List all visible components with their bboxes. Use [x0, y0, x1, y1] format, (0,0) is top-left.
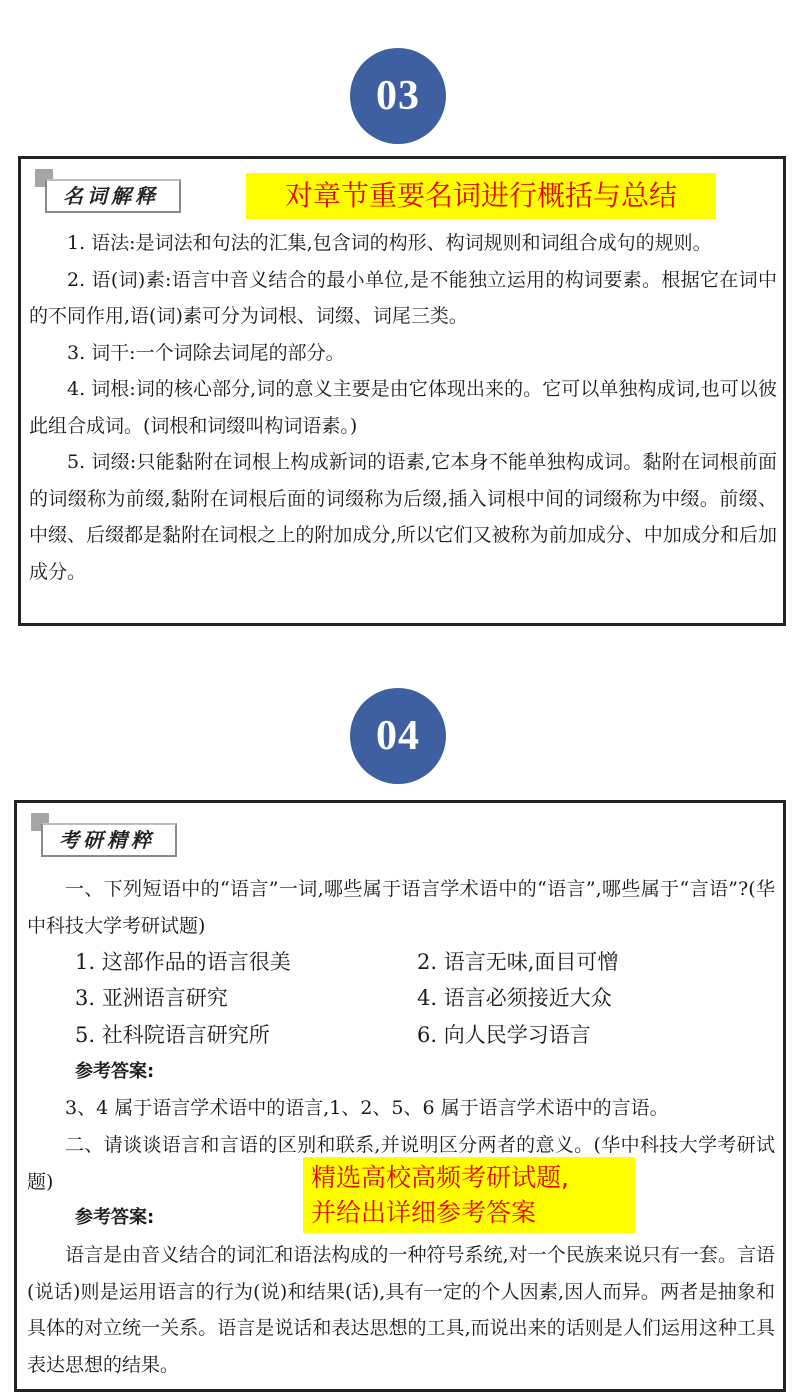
option-1: 1. 这部作品的语言很美 — [75, 950, 291, 974]
section-number-badge: 03 — [350, 48, 446, 144]
answer-2-text: 语言是由音义结合的词汇和语法构成的一种符号系统,对一个民族来说只有一套。言语(说话)则是运用语言的行为(说)和结果(话),具有一定的个人因素,因人而异。两者是抽象和具体的对立统一关系。语言是说话和表达思想的工具,而说出来的话则是人们运用这种工具表达思想的结果。 — [27, 1244, 775, 1376]
option-3: 3. 亚洲语言研究 — [75, 986, 228, 1010]
answer-2 — [27, 1237, 775, 1383]
answer-label: 参考答案: — [75, 1061, 155, 1082]
question-1-text: 一、下列短语中的“语言”一词,哪些属于语言学术语中的“语言”,哪些属于“言语”?(华中科技大学考研试题) — [27, 878, 775, 937]
question-1 — [27, 871, 775, 944]
glossary-entry: 2. 语(词)素:语言中音义结合的最小单位,是不能独立运用的构词要素。根据它在词中的不同作用,语(词)素可分为词根、词缀、词尾三类。 — [29, 268, 777, 327]
exam-tag-label: 考研精粹 — [41, 823, 177, 857]
option-4: 4. 语言必须接近大众 — [417, 986, 612, 1010]
answer-1-text: 3、4 属于语言学术语中的语言,1、2、5、6 属于语言学术语中的言语。 — [65, 1097, 669, 1119]
chapter-summary-highlight: 对章节重要名词进行概括与总结 — [246, 173, 716, 219]
answer-label: 参考答案: — [75, 1207, 155, 1228]
glossary-tag-label: 名词解释 — [45, 179, 181, 213]
highlight-line-2: 并给出详细参考答案 — [311, 1198, 537, 1227]
glossary-text — [29, 225, 777, 590]
exam-panel — [14, 800, 786, 1392]
glossary-entry: 5. 词缀:只能黏附在词根上构成新词的语素,它本身不能单独构成词。黏附在词根前面的词缀称为前缀,黏附在词根后面的词缀称为后缀,插入词根中间的词缀称为中缀。前缀、中缀、后缀都是黏附在词根之上的附加成分,所以它们又被称为前加成分、中加成分和后加成分。 — [29, 451, 777, 583]
highlight-line-1: 精选高校高频考研试题, — [311, 1163, 569, 1192]
question-2-text: 二、请谈谈语言和言语的区别和联系,并说明区分两者的意义。(华中科技大学考研试题) — [27, 1134, 775, 1193]
section-number-badge: 04 — [350, 688, 446, 784]
glossary-entry: 1. 语法:是词法和句法的汇集,包含词的构形、构词规则和词组合成句的规则。 — [67, 232, 712, 254]
exam-questions-highlight — [303, 1157, 635, 1233]
glossary-entry: 3. 词干:一个词除去词尾的部分。 — [67, 341, 345, 364]
glossary-entry: 4. 词根:词的核心部分,词的意义主要是由它体现出来的。它可以单独构成词,也可以彼此组合成词。(词根和词缀叫构词语素。) — [29, 378, 777, 437]
glossary-panel — [18, 156, 786, 626]
option-5: 5. 社科院语言研究所 — [75, 1023, 270, 1047]
answer-1 — [27, 1090, 775, 1127]
option-2: 2. 语言无味,面目可憎 — [417, 950, 619, 974]
option-6: 6. 向人民学习语言 — [417, 1023, 591, 1047]
